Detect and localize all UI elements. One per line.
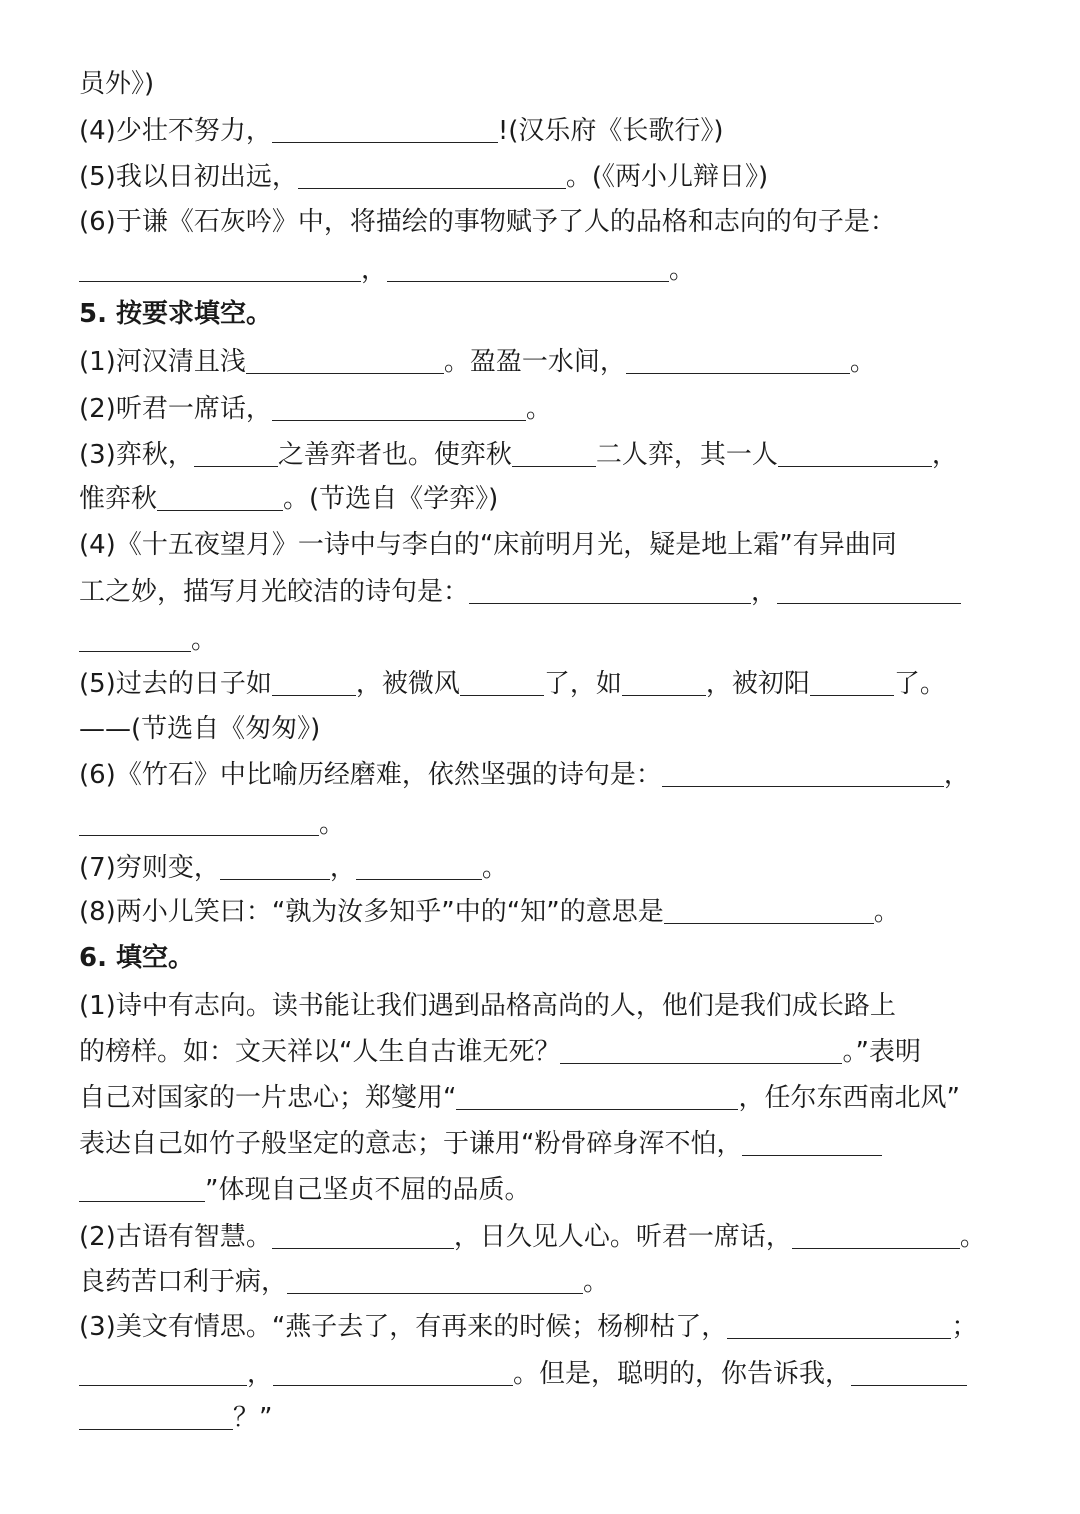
line-text: 员外》) — [79, 69, 155, 99]
answer-blank[interactable] — [79, 1171, 205, 1202]
line-text: (3)美文有情思。“燕子去了，有再来的时候；杨柳枯了， — [79, 1312, 728, 1342]
text-line — [79, 479, 1008, 519]
answer-blank[interactable] — [272, 390, 526, 421]
line-text: 惟弈秋 — [79, 484, 158, 514]
text-line — [79, 938, 1008, 978]
line-text: 。但是，聪明的，你告诉我， — [513, 1359, 852, 1389]
line-text: ， — [943, 760, 970, 790]
text-line — [79, 525, 1008, 565]
text-line — [79, 848, 1008, 888]
text-line — [79, 1354, 1008, 1394]
answer-blank[interactable] — [664, 893, 874, 924]
line-text: (5)过去的日子如 — [79, 669, 272, 699]
text-line — [79, 664, 1008, 704]
line-text: 。 — [669, 255, 696, 285]
answer-blank[interactable] — [662, 756, 944, 787]
answer-blank[interactable] — [851, 1355, 967, 1386]
answer-blank[interactable] — [272, 1218, 454, 1249]
answer-blank[interactable] — [456, 1079, 738, 1110]
text-line — [79, 157, 1008, 197]
line-text: 二人弈，其一人 — [595, 440, 778, 470]
answer-blank[interactable] — [79, 621, 191, 652]
answer-blank[interactable] — [157, 480, 283, 511]
answer-blank[interactable] — [298, 158, 566, 189]
text-line — [79, 1398, 1008, 1438]
text-line — [79, 1217, 1008, 1257]
answer-blank[interactable] — [79, 1399, 233, 1430]
line-text: 工之妙，描写月光皎洁的诗句是： — [79, 577, 470, 607]
answer-blank[interactable] — [742, 1125, 882, 1156]
answer-blank[interactable] — [469, 573, 751, 604]
text-line — [79, 1262, 1008, 1302]
line-text: 。 — [583, 1267, 610, 1297]
text-line — [79, 1124, 1008, 1164]
answer-blank[interactable] — [79, 805, 319, 836]
text-line — [79, 64, 1008, 104]
line-text: (8)两小儿笑曰：“孰为汝多知乎”中的“知”的意思是 — [79, 897, 664, 927]
line-text: 。 — [959, 1222, 986, 1252]
line-text: (6)《竹石》中比喻历经磨难，依然坚强的诗句是： — [79, 760, 662, 790]
line-text: ——(节选自《匆匆》) — [79, 714, 321, 744]
text-line — [79, 294, 1008, 334]
line-text: (1)诗中有志向。读书能让我们遇到品格高尚的人，他们是我们成长路上 — [79, 991, 896, 1021]
answer-blank[interactable] — [560, 1033, 842, 1064]
text-line — [79, 1307, 1008, 1347]
answer-blank[interactable] — [387, 251, 669, 282]
line-text: 。 — [873, 897, 900, 927]
line-text: ， — [361, 255, 388, 285]
line-text: 自己对国家的一片忠心；郑燮用“ — [79, 1083, 457, 1113]
answer-blank[interactable] — [79, 251, 361, 282]
line-text: (4)少壮不努力， — [79, 116, 272, 146]
line-text: 。 — [191, 625, 218, 655]
answer-blank[interactable] — [194, 436, 278, 467]
line-text: 良药苦口利于病， — [79, 1267, 288, 1297]
line-text: 。”表明 — [842, 1037, 921, 1067]
text-line — [79, 572, 1008, 612]
line-text: 。 — [525, 394, 552, 424]
answer-blank[interactable] — [246, 343, 444, 374]
answer-blank[interactable] — [79, 1355, 247, 1386]
line-text: 6. 填空。 — [79, 943, 195, 973]
line-text: (6)于谦《石灰吟》中，将描绘的事物赋予了人的品格和志向的句子是： — [79, 207, 896, 237]
text-line — [79, 250, 1008, 290]
line-text: (1)河汉清且浅 — [79, 347, 246, 377]
text-line — [79, 111, 1008, 151]
line-text: ， — [751, 577, 778, 607]
answer-blank[interactable] — [777, 573, 961, 604]
text-line — [79, 1032, 1008, 1072]
answer-blank[interactable] — [273, 1355, 513, 1386]
line-text: ，日久见人心。听君一席话， — [453, 1222, 792, 1252]
answer-blank[interactable] — [272, 665, 356, 696]
line-text: (5)我以日初出远， — [79, 162, 298, 192]
text-line — [79, 709, 1008, 749]
answer-blank[interactable] — [512, 436, 596, 467]
text-line — [79, 202, 1008, 242]
line-text: (7)穷则变， — [79, 853, 220, 883]
answer-blank[interactable] — [220, 849, 330, 880]
line-text: 了，如 — [543, 669, 622, 699]
text-line — [79, 892, 1008, 932]
line-text: ，任尔东西南北风” — [738, 1083, 960, 1113]
answer-blank[interactable] — [287, 1263, 583, 1294]
answer-blank[interactable] — [626, 343, 850, 374]
line-text: ； — [951, 1312, 978, 1342]
line-text: ，被微风 — [355, 669, 460, 699]
line-text: 了。 — [893, 669, 946, 699]
answer-blank[interactable] — [792, 1218, 960, 1249]
line-text: 表达自己如竹子般坚定的意志；于谦用“粉骨碎身浑不怕， — [79, 1129, 743, 1159]
answer-blank[interactable] — [778, 436, 932, 467]
text-line — [79, 342, 1008, 382]
line-text: (2)古语有智慧。 — [79, 1222, 272, 1252]
line-text: ？” — [233, 1403, 273, 1433]
line-text: (3)弈秋， — [79, 440, 194, 470]
line-text: 的榜样。如：文天祥以“人生自古谁无死？ — [79, 1037, 561, 1067]
answer-blank[interactable] — [356, 849, 482, 880]
line-text: 。盈盈一水间， — [443, 347, 626, 377]
text-line — [79, 986, 1008, 1026]
line-text: ，被初阳 — [705, 669, 810, 699]
line-text: 。 — [319, 809, 346, 839]
line-text: (4)《十五夜望月》一诗中与李白的“床前明月光，疑是地上霜”有异曲同 — [79, 530, 897, 560]
answer-blank[interactable] — [622, 665, 706, 696]
answer-blank[interactable] — [810, 665, 894, 696]
line-text: ， — [329, 853, 356, 883]
answer-blank[interactable] — [460, 665, 544, 696]
line-text: ， — [931, 440, 958, 470]
text-line — [79, 435, 1008, 475]
line-text: ， — [247, 1359, 274, 1389]
line-text: ”体现自己坚贞不屈的品质。 — [205, 1175, 531, 1205]
line-text: 。 — [481, 853, 508, 883]
line-text: (2)听君一席话， — [79, 394, 272, 424]
line-text: 之善弈者也。使弈秋 — [277, 440, 512, 470]
text-line — [79, 1170, 1008, 1210]
line-text: 。 — [849, 347, 876, 377]
text-line — [79, 755, 1008, 795]
text-line — [79, 620, 1008, 660]
answer-blank[interactable] — [272, 112, 498, 143]
text-line — [79, 804, 1008, 844]
answer-blank[interactable] — [727, 1308, 951, 1339]
line-text: !(汉乐府《长歌行》) — [497, 116, 724, 146]
line-text: 。(《两小儿辩日》) — [565, 162, 769, 192]
line-text: 。(节选自《学弈》) — [283, 484, 499, 514]
text-line — [79, 389, 1008, 429]
line-text: 5. 按要求填空。 — [79, 299, 273, 329]
text-line — [79, 1078, 1008, 1118]
